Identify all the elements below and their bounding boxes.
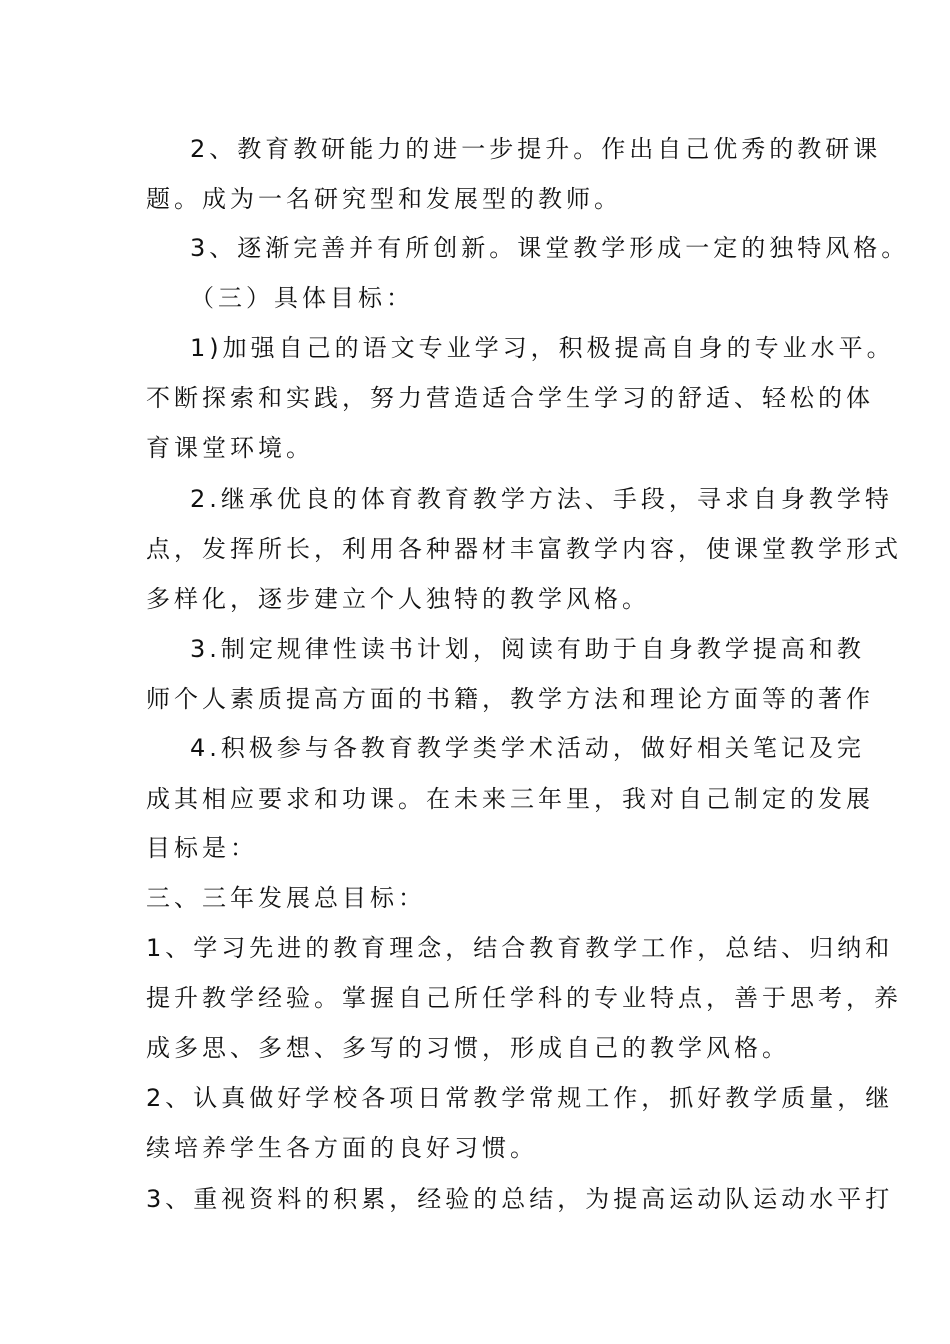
text-line: 育课堂环境。: [146, 434, 314, 462]
text-line: 续培养学生各方面的良好习惯。: [146, 1134, 538, 1162]
text-line: 2、认真做好学校各项日常教学常规工作，抓好教学质量，继: [146, 1084, 894, 1112]
text-line: 成多思、多想、多写的习惯，形成自己的教学风格。: [146, 1034, 790, 1062]
text-line: 3.制定规律性读书计划，阅读有助于自身教学提高和教: [190, 635, 865, 663]
text-line: 1、学习先进的教育理念，结合教育教学工作，总结、归纳和: [146, 934, 894, 962]
text-line: 2.继承优良的体育教育教学方法、手段，寻求自身教学特: [190, 485, 893, 513]
text-line: 师个人素质提高方面的书籍，教学方法和理论方面等的著作: [146, 685, 874, 713]
text-line: 3、逐渐完善并有所创新。课堂教学形成一定的独特风格。: [190, 234, 910, 262]
section-heading: 三、三年发展总目标：: [146, 884, 426, 912]
text-line: 多样化，逐步建立个人独特的教学风格。: [146, 585, 650, 613]
text-line: 1)加强自己的语文专业学习，积极提高自身的专业水平。: [190, 334, 895, 362]
text-line: 成其相应要求和功课。在未来三年里，我对自己制定的发展: [146, 785, 874, 813]
text-line: 2、教育教研能力的进一步提升。作出自己优秀的教研课: [190, 135, 882, 163]
text-line: 4.积极参与各教育教学类学术活动，做好相关笔记及完: [190, 734, 865, 762]
text-line: 提升教学经验。掌握自己所任学科的专业特点，善于思考，养: [146, 984, 902, 1012]
text-line: 3、重视资料的积累，经验的总结，为提高运动队运动水平打: [146, 1185, 894, 1213]
text-line: 目标是：: [146, 834, 258, 862]
section-heading: （三）具体目标：: [190, 284, 414, 312]
text-line: 点，发挥所长，利用各种器材丰富教学内容，使课堂教学形式: [146, 535, 902, 563]
text-line: 不断探索和实践，努力营造适合学生学习的舒适、轻松的体: [146, 384, 874, 412]
text-line: 题。成为一名研究型和发展型的教师。: [146, 185, 622, 213]
